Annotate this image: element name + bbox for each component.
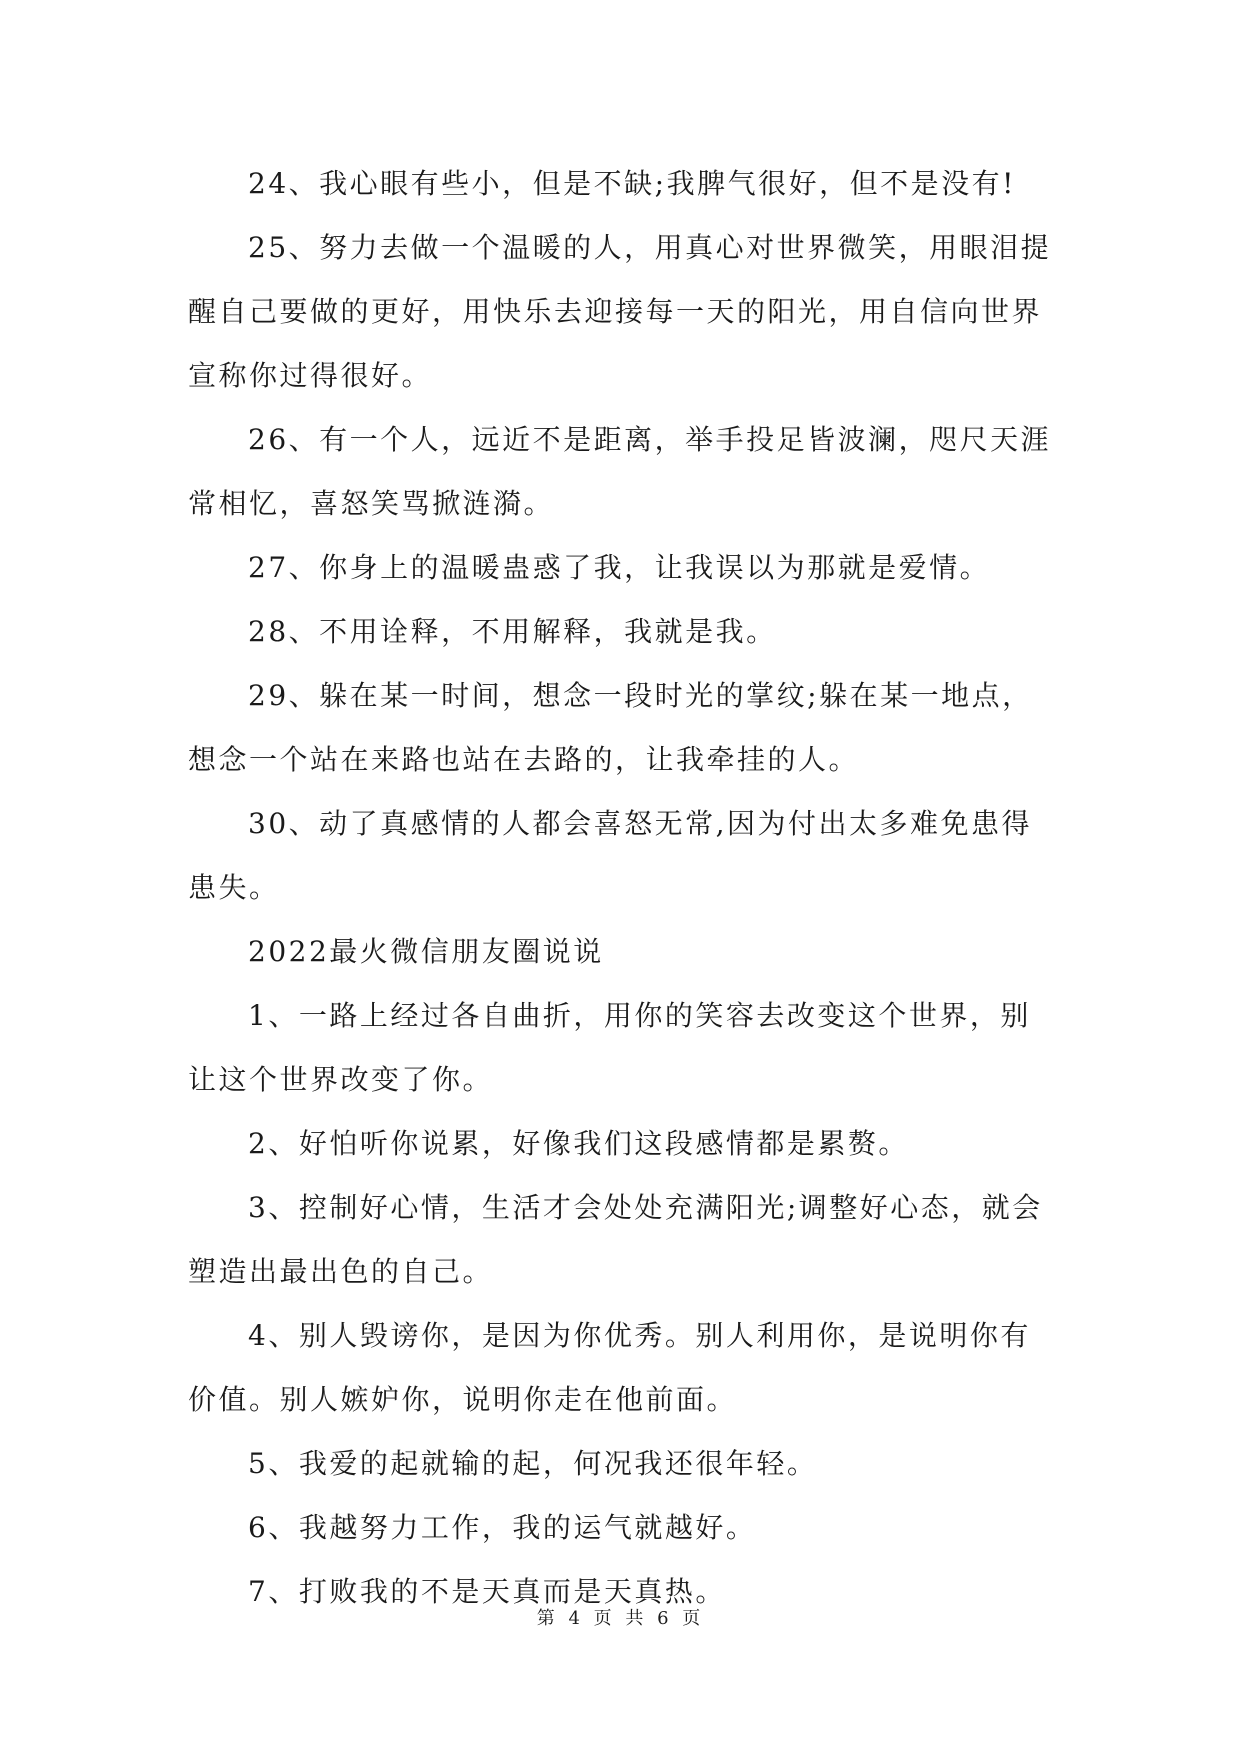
paragraph-4: 4、别人毁谤你，是因为你优秀。别人利用你，是说明你有价值。别人嫉妒你，说明你走在他前面。 xyxy=(188,1319,1031,1416)
paragraph-7: 7、打败我的不是天真而是天真热。 xyxy=(248,1575,726,1608)
paragraph-6: 6、我越努力工作，我的运气就越好。 xyxy=(248,1511,757,1544)
paragraph-24: 24、我心眼有些小，但是不缺;我脾气很好，但不是没有! xyxy=(248,167,1016,200)
paragraph-30: 30、动了真感情的人都会喜怒无常,因为付出太多难免患得患失。 xyxy=(188,807,1033,904)
paragraph-1: 1、一路上经过各自曲折，用你的笑容去改变这个世界，别让这个世界改变了你。 xyxy=(188,999,1031,1096)
page-body xyxy=(188,152,1054,1624)
paragraph-29: 29、躲在某一时间，想念一段时光的掌纹;躲在某一地点，想念一个站在来路也站在去路的，让我牵挂的人。 xyxy=(188,679,1033,776)
paragraph-27: 27、你身上的温暖蛊惑了我，让我误以为那就是爱情。 xyxy=(248,551,991,584)
paragraph-3: 3、控制好心情，生活才会处处充满阳光;调整好心态，就会塑造出最出色的自己。 xyxy=(188,1191,1043,1288)
paragraph-5: 5、我爱的起就输的起，何况我还很年轻。 xyxy=(248,1447,818,1480)
paragraph-28: 28、不用诠释，不用解释，我就是我。 xyxy=(248,615,777,648)
page-number-footer: 第 4 页 共 6 页 xyxy=(536,1608,705,1629)
paragraph-25: 25、努力去做一个温暖的人，用真心对世界微笑，用眼泪提醒自己要做的更好，用快乐去迎接每一天的阳光，用自信向世界宣称你过得很好。 xyxy=(188,231,1052,392)
paragraph-2: 2、好怕听你说累，好像我们这段感情都是累赘。 xyxy=(248,1127,909,1160)
section-heading: 2022最火微信朋友圈说说 xyxy=(248,935,604,968)
paragraph-26: 26、有一个人，远近不是距离，举手投足皆波澜，咫尺天涯常相忆，喜怒笑骂掀涟漪。 xyxy=(188,423,1052,520)
